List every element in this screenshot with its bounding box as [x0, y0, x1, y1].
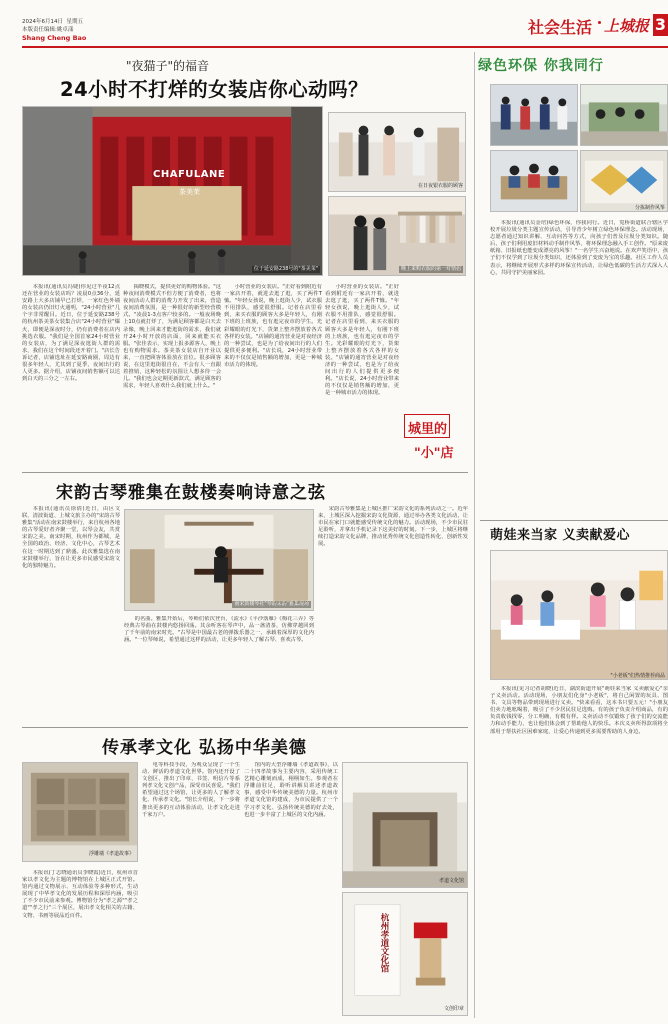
divider-2	[22, 727, 468, 728]
culture-col-3	[244, 762, 338, 1016]
date-text: 2024年6月14日	[22, 19, 63, 25]
green-title: 绿色环保 你我同行	[478, 58, 604, 74]
customers-photo	[328, 112, 466, 192]
green-photo-1	[490, 84, 578, 146]
main-col-1-text: 本报讯(通讯员冯婕)你见过半夜12点还在营业的女装店吗？凌晨0点36分，延安路上大多店铺早已打烊，一家红色外墙的女装店仍旧灯火通明，"24小时营业"几个字非常醒目。近日，位于延安路238号的杭州茶美茶女装集合店"24小时营业"爆火，即便是深夜时分，仍有消费者在店内挑选衣服。"我们是全国首家24小时营业的女装店，为了满足深夜逛街人群的需求，我们在这个时间段还开着门。"店长告诉记者，店铺选址在延安路商圈，周边有很多年轻人，尤其到了夏季，夜间出行的人更多。据介绍，店铺夜间销售额可以达到白天的三分之一左右。	[22, 284, 120, 383]
guqin-col-3	[318, 506, 468, 722]
market-body	[490, 686, 668, 1016]
market-photo-graphic	[491, 551, 667, 679]
shop-photo-caption: 位于延安路238号的"茶美茉"	[253, 266, 318, 272]
article-title: 24小时不打烊的女装店你心动吗？	[60, 78, 369, 101]
page-header	[0, 0, 668, 52]
city-label-line2: "小"店	[414, 446, 454, 461]
guqin-photo-caption: 南宋鼓楼琴社"琴韵宋韵"雅集现场	[234, 601, 309, 607]
green-photo-2	[580, 84, 668, 146]
main-col-4	[325, 284, 399, 468]
guqin-photo	[124, 509, 314, 611]
divider-right	[480, 520, 668, 521]
green-photo-3	[490, 150, 578, 212]
page-number: 3	[654, 15, 667, 34]
market-title: 萌娃来当家 义卖献爱心	[490, 528, 631, 543]
stamp-photo-caption: 文创印章	[443, 1006, 464, 1012]
issue-date	[22, 17, 83, 25]
brand-english: Shang Cheng Bao	[22, 34, 87, 42]
guqin-col-3-text: 宋韵古琴雅集是上城区推广宋韵文化的系列活动之一。近年来，上城区深入挖掘宋韵文化资源，通过举办各类文化活动，让市民在家门口就能感受传统文化的魅力。活动现场，不少市民驻足聆听，并拿出手机记录下这美好的时刻。下一步，上城区将继续打造宋韵文化品牌，推动优秀传统文化创造性转化、创新性发展。	[318, 506, 468, 548]
guqin-col-2-text: 的名曲。雅集开始后，琴师们依次登台，《流水》《平沙落雁》《梅花三弄》等经典古琴曲在鼓楼内悠扬回荡。其余听客在琴声中，品一盏清茶，仿佛穿越回到了千年前的南宋时光。"古琴是中国最古老的弹拨乐器之一，承载着深厚的文化内涵。"一位琴师说，希望通过这样的活动，让更多年轻人了解古琴、喜欢古琴。	[124, 616, 314, 644]
museum-photo-caption: 孝道文化馆	[438, 878, 464, 884]
shop-sign: CHAFULANE	[153, 169, 226, 180]
relief-photo-graphic	[23, 763, 137, 861]
culture-col-1	[22, 870, 138, 1016]
green-photo-2-graphic	[581, 85, 667, 145]
header-rule	[22, 46, 668, 48]
main-col-3	[224, 284, 322, 468]
green-photo-4-graphic	[581, 151, 667, 211]
culture-col-1-text: 本报讯(丁志晓通讯员李晓霞)近日，杭州市首家以孝文化为主题的博物馆在上城区正式开馆。馆内通过文物展示、互动体验等多种形式，生动展现了中华孝文化的发展历程和深厚内涵，吸引了不少市民前来参观。博物馆分为"孝之源""孝之道""孝之行"三个展区，展出孝文化相关的古籍、文物、书画等展品近百件。	[22, 870, 138, 919]
stamp-text: 杭州孝道文化馆	[379, 913, 389, 973]
city-label	[404, 414, 468, 466]
shop-sign-cn: 茶美茉	[179, 188, 200, 196]
culture-col-2	[142, 762, 240, 1016]
weekday-text: 星期五	[66, 19, 84, 25]
paper-logo: 上城报	[604, 17, 650, 35]
guqin-col-2	[124, 616, 314, 722]
article-kicker: "夜猫子"的福音	[126, 59, 210, 73]
guqin-col-1	[22, 506, 120, 722]
market-photo	[490, 550, 668, 680]
couple-photo-caption: 晚上来购衣服的第一对情侣	[400, 266, 461, 272]
green-body-text: 本报讯(通讯员金培)绿色环保，你我同行。近日，笕桥街道联合辖区学校开展垃圾分类主题宣传活动，引导青少年树立绿色环保理念。活动现场，志愿者通过知识讲解、互动问答等方式，向孩子们普及垃圾分类知识。随后，孩子们利用废旧材料动手制作风筝，将环保理念融入手工创作。"原来废纸箱、旧报纸也能变成漂亮的风筝！"一名学生兴奋地说。在欢声笑语中，孩子们不仅学到了垃圾分类知识，还体验到了变废为宝的乐趣。社区工作人员表示，将继续开展形式多样的环保宣传活动，让绿色低碳的生活方式深入人心，共同守护美丽家园。	[490, 220, 668, 276]
stamp-photo	[342, 892, 468, 1016]
main-col-2-text: 揭晓模式，提供更好的购物体验。"这种夜间消费模式不但方便了消费者，也将夜间活动人群的消费力开发了出来，营造夜间消费氛围，是一种很好的新型经营模式。"凌晨1-3点客户较多的。一般夜场晚上10点就打烊了，为满足顾客都是白天去录像，晚上回来才能逛街的需求，我们就开24小时开放的店面，回来就能买衣服。"张佳表示，实现上报多源客人，晚上也有购物需求。茶美茶女装店自开业以来，一直把顾客体验放在首位。很多顾客说，在这里逛街很自在，不会有人一直跟着推销，这种轻松的氛围让人想多待一会儿。"我们也会定期更新款式，满足顾客的需求，年轻人喜欢什么我们就上什么。"	[123, 284, 221, 390]
main-col-1	[22, 284, 120, 468]
column-divider	[474, 52, 475, 1018]
green-photo-4	[580, 150, 668, 212]
guqin-col-1-text: 本报讯(通讯员徐倩)近日，由区文联、清波街道、上城文旅主办的"宋韵古琴雅集"活动在南宋鼓楼举行，来自杭州各地的古琴爱好者齐聚一堂，以琴会友，共赏宋韵之美。南宋时期，杭州作为都城，是全国的政治、经济、文化中心，古琴艺术在这一时期达到了鼎盛。此次雅集选在南宋鼓楼举行，旨在让更多市民感受宋韵文化的独特魅力。	[22, 506, 120, 569]
green-title-bar	[478, 54, 668, 78]
culture-title: 传承孝文化 弘扬中华美德	[102, 738, 307, 758]
green-photo-1-graphic	[491, 85, 577, 145]
museum-photo	[342, 762, 468, 888]
couple-photo	[328, 196, 466, 276]
culture-col-3-text: 馆内的大型浮雕墙《孝道故事》，以二十四孝故事为主要内容，采用传统工艺精心雕刻而成，栩栩如生。参观者在浮雕前驻足，聆听讲解员讲述孝道故事，感受中华传统美德的力量。杭州市孝道文化馆的建成，为市民提供了一个学习孝文化、弘扬传统美德的好去处，也进一步丰富了上城区的文化内涵。	[244, 762, 338, 818]
relief-photo-caption: 浮雕墙《孝道故事》	[88, 851, 134, 857]
city-label-line1: 城里的	[408, 422, 448, 437]
guqin-photo-graphic	[125, 510, 313, 610]
green-body	[490, 220, 668, 520]
culture-col-2-text: 电等科技手段，为观众呈现了一个生动、鲜活的孝道文化世界。馆内还开设了文创区，推出了印章、书签、明信片等系列孝文化文创产品，深受市民喜爱。"我们希望通过这个场馆，让更多的人了解孝文化、传承孝文化。"馆长介绍说，下一步将推出更多的互动体验活动，让孝文化走进千家万户。	[142, 762, 240, 818]
couple-photo-graphic	[329, 197, 465, 275]
customers-photo-graphic	[329, 113, 465, 191]
divider-1	[22, 472, 468, 473]
guqin-title: 宋韵古琴雅集在鼓楼奏响诗意之弦	[56, 483, 326, 503]
market-photo-caption: "小老板"们热情推荐商品	[610, 673, 665, 679]
market-body-text: 本报讯(见习记者胡晓)近日，湖滨街道开展"萌娃来当家 义卖献爱心"亲子义卖活动。活动现场，小朋友们化身"小老板"，将自己闲置的玩具、图书、文具等物品带到现场进行义卖。"快来看看，这本书只要五元！"小朋友们卖力地吆喝着，吸引了不少居民驻足选购。有的孩子负责介绍商品，有的负责收钱找零，分工明确，有模有样。义卖活动不仅锻炼了孩子们的交流能力和动手能力，也让他们体会到了帮助他人的快乐。本次义卖所得款项将全部用于帮扶社区困难家庭，让爱心传递到更多需要帮助的人身边。	[490, 686, 668, 735]
main-col-4-text: 小时营业的女装店。"正好看到附近有一家店开着，就进去逛了逛，买了两件T恤。"年轻女孩说，晚上逛街人少，试衣服不用排队，感觉很舒服。记者在店里看到，来买衣服的顾客大多是年轻人，有刚下班的上班族，也有逛完夜市的学生。光彩耀眼的灯光下，货架上整齐摆放着各式各样的女装。"店铺的通宵营业是对夜经济的一种尝试，也是为了给夜间出行的人们提供更多便利。"店长说，24小时营业带来的不仅仅是销售额的增加，更是一种城市活力的体现。	[325, 284, 399, 397]
main-col-3-text: 小时营业的女装店。"正好看到附近有一家店开着，就进去逛了逛，买了两件T恤。"年轻女孩说，晚上逛街人少，试衣服不用排队，感觉很舒服。记者在店里看到，来买衣服的顾客大多是年轻人，有刚下班的上班族，也有逛完夜市的学生。光彩耀眼的灯光下，货架上整齐摆放着各式各样的女装。"店铺的通宵营业是对夜经济的一种尝试，也是为了给夜间出行的人们提供更多便利。"店长说，24小时营业带来的不仅仅是销售额的增加，更是一种城市活力的体现。	[224, 284, 322, 369]
museum-photo-graphic	[343, 763, 467, 887]
green-photo-3-graphic	[491, 151, 577, 211]
shop-photo	[22, 106, 323, 276]
relief-photo	[22, 762, 138, 862]
section-name: 社会生活	[528, 18, 593, 37]
market-title-bar	[490, 524, 668, 548]
editor-line: 本版责任编辑:姚卓漾	[22, 27, 74, 33]
separator-icon	[598, 21, 601, 24]
stamp-photo-graphic	[343, 893, 467, 1015]
shop-photo-graphic	[23, 107, 322, 275]
customers-photo-caption: 在日夜银衣服的顾客	[417, 183, 463, 189]
green-photo-caption: 分拣制作风筝	[634, 205, 665, 211]
main-col-2	[123, 284, 221, 468]
page-number-box	[653, 14, 668, 36]
